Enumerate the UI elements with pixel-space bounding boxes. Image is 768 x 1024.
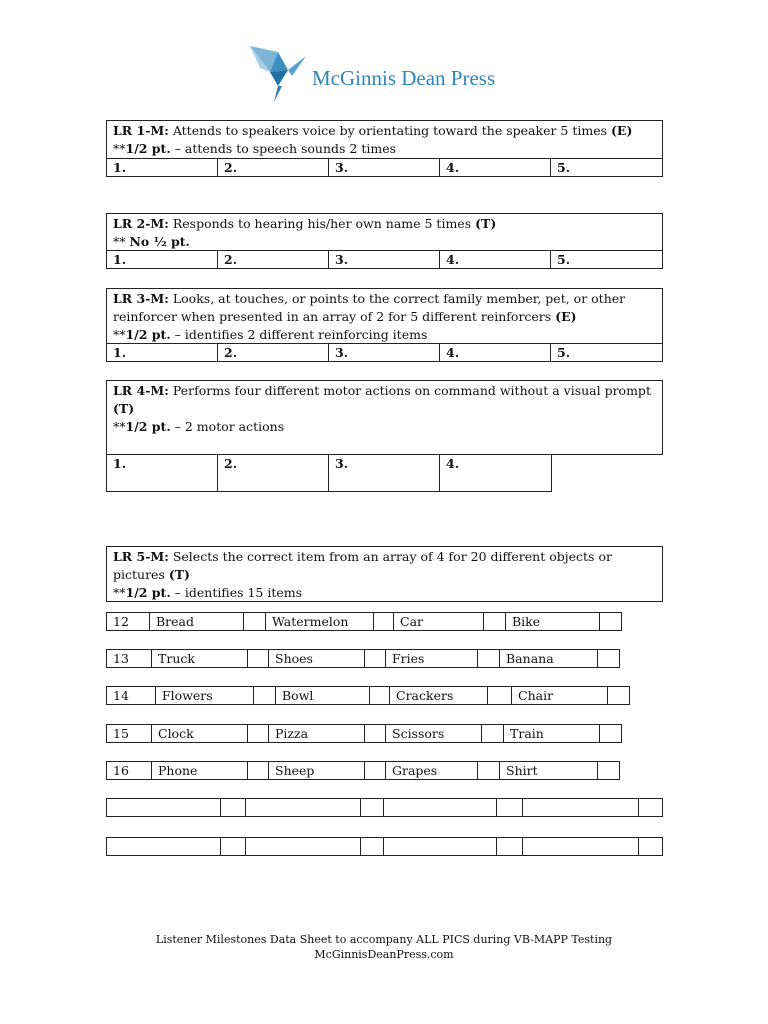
lr5-half-text: – identifies 15 items (170, 585, 303, 600)
lr5-half-bold: 1/2 pt. (125, 585, 171, 600)
item-label: Pizza (269, 724, 365, 743)
lr4-trial-3[interactable]: 3. (329, 455, 440, 491)
lr2-trials (106, 251, 663, 269)
origami-bird-icon (248, 42, 308, 106)
item-checkbox[interactable] (598, 649, 620, 668)
lr2-half-prefix: ** (113, 234, 130, 249)
row-number: 14 (106, 686, 156, 705)
item-checkbox[interactable] (639, 798, 663, 817)
lr1-trial-3[interactable]: 3. (329, 159, 440, 176)
lr3-half-bold: 1/2 pt. (125, 327, 171, 342)
item-checkbox[interactable] (254, 686, 276, 705)
lr1-trial-2[interactable]: 2. (218, 159, 329, 176)
item-label[interactable] (246, 837, 361, 856)
lr1-text: Attends to speakers voice by orientating toward the speaker 5 times (168, 123, 611, 138)
item-checkbox[interactable] (478, 761, 500, 780)
lr4-trial-1[interactable]: 1. (107, 455, 218, 491)
lr4-half-bold: 1/2 pt. (125, 419, 171, 434)
lr3-description (106, 288, 663, 344)
lr2-half-bold: No ½ pt. (129, 234, 190, 249)
item-checkbox[interactable] (482, 724, 504, 743)
lr5-description (106, 546, 663, 602)
item-row-15 (106, 724, 622, 743)
item-checkbox[interactable] (639, 837, 663, 856)
item-label: Banana (500, 649, 598, 668)
item-label[interactable] (523, 798, 639, 817)
item-row-empty (106, 837, 663, 856)
item-label: Scissors (386, 724, 482, 743)
item-checkbox[interactable] (484, 612, 506, 631)
lr4-tag: (T) (113, 401, 135, 416)
brand-logo (248, 42, 538, 106)
item-label: Flowers (156, 686, 254, 705)
item-row-14 (106, 686, 630, 705)
lr3-half-prefix: ** (113, 327, 126, 342)
lr3-code: LR 3-M: (113, 291, 169, 306)
item-label: Bowl (276, 686, 370, 705)
item-checkbox[interactable] (248, 761, 269, 780)
item-checkbox[interactable] (478, 649, 500, 668)
lr1-trial-5[interactable]: 5. (557, 160, 571, 175)
item-checkbox[interactable] (365, 724, 386, 743)
footer-website: McGinnisDeanPress.com (314, 948, 454, 961)
lr3-text: Looks, at touches, or points to the correct family member, pet, or other reinforcer when presented in an array of 2 for 5 different reinforcers (113, 291, 626, 324)
item-checkbox[interactable] (361, 798, 384, 817)
lr5-code: LR 5-M: (113, 549, 169, 564)
item-label: Phone (152, 761, 248, 780)
item-checkbox[interactable] (374, 612, 394, 631)
item-checkbox[interactable] (365, 649, 386, 668)
lr1-description (106, 120, 663, 159)
item-label: Clock (152, 724, 248, 743)
item-checkbox[interactable] (361, 837, 384, 856)
item-checkbox[interactable] (248, 649, 269, 668)
item-label: Sheep (269, 761, 365, 780)
item-label: Shoes (269, 649, 365, 668)
item-label: Grapes (386, 761, 478, 780)
row-number: 12 (106, 612, 150, 631)
lr4-trials (106, 455, 552, 492)
lr4-code: LR 4-M: (113, 383, 169, 398)
lr2-text: Responds to hearing his/her own name 5 times (168, 216, 476, 231)
item-checkbox[interactable] (221, 837, 246, 856)
item-label: Truck (152, 649, 248, 668)
lr1-half-bold: 1/2 pt. (125, 141, 171, 156)
item-label[interactable] (384, 837, 497, 856)
footer-line-1: Listener Milestones Data Sheet to accompany ALL PICS during VB-MAPP Testing (155, 933, 613, 946)
item-label: Chair (512, 686, 608, 705)
lr4-trial-2[interactable]: 2. (218, 455, 329, 491)
lr1-trial-1[interactable]: 1. (107, 159, 218, 176)
item-checkbox[interactable] (221, 798, 246, 817)
item-checkbox[interactable] (365, 761, 386, 780)
lr2-description (106, 213, 663, 251)
item-label[interactable] (523, 837, 639, 856)
item-row-16 (106, 761, 620, 780)
lr2-trial-4[interactable]: 4. (440, 251, 551, 268)
item-label: Car (394, 612, 484, 631)
item-checkbox[interactable] (497, 837, 523, 856)
lr4-half-text: – 2 motor actions (170, 419, 285, 434)
item-row-empty (106, 798, 663, 817)
lr4-description (106, 380, 663, 455)
item-row-12 (106, 612, 622, 631)
lr4-half-prefix: ** (113, 419, 126, 434)
lr1-code: LR 1-M: (113, 123, 169, 138)
item-checkbox[interactable] (598, 761, 620, 780)
lr1-trials (106, 159, 663, 177)
lr3-trial-5[interactable]: 5. (557, 345, 571, 360)
lr4-text: Performs four different motor actions on command without a visual prompt (168, 383, 651, 398)
item-row-13 (106, 649, 620, 668)
lr5-half-prefix: ** (113, 585, 126, 600)
lr3-trial-4[interactable]: 4. (440, 344, 551, 361)
item-label[interactable] (106, 798, 221, 817)
lr2-trial-2[interactable]: 2. (218, 251, 329, 268)
lr4-trial-4[interactable]: 4. (446, 456, 460, 471)
lr3-trial-1[interactable]: 1. (107, 344, 218, 361)
lr2-code: LR 2-M: (113, 216, 169, 231)
item-label: Crackers (390, 686, 488, 705)
item-checkbox[interactable] (488, 686, 512, 705)
item-label[interactable] (106, 837, 221, 856)
lr2-trial-3[interactable]: 3. (329, 251, 440, 268)
row-number: 16 (106, 761, 152, 780)
item-label: Watermelon (266, 612, 374, 631)
item-label: Bike (506, 612, 600, 631)
lr2-trial-1[interactable]: 1. (107, 251, 218, 268)
item-label: Train (504, 724, 600, 743)
item-checkbox[interactable] (497, 798, 523, 817)
item-label: Fries (386, 649, 478, 668)
item-checkbox[interactable] (600, 612, 622, 631)
lr3-tag: (E) (555, 309, 577, 324)
item-checkbox[interactable] (248, 724, 269, 743)
item-label: Shirt (500, 761, 598, 780)
item-label[interactable] (246, 798, 361, 817)
lr5-text: Selects the correct item from an array of 4 for 20 different objects or pictures (113, 549, 612, 582)
brand-name: McGinnis Dean Press (312, 66, 496, 90)
lr5-tag: (T) (168, 567, 190, 582)
row-number: 15 (106, 724, 152, 743)
lr3-trials (106, 344, 663, 362)
item-checkbox[interactable] (600, 724, 622, 743)
lr1-tag: (E) (611, 123, 633, 138)
item-label[interactable] (384, 798, 497, 817)
lr3-half-text: – identifies 2 different reinforcing items (170, 327, 428, 342)
lr3-trial-3[interactable]: 3. (329, 344, 440, 361)
lr1-trial-4[interactable]: 4. (440, 159, 551, 176)
item-checkbox[interactable] (244, 612, 266, 631)
lr2-tag: (T) (475, 216, 497, 231)
lr3-trial-2[interactable]: 2. (218, 344, 329, 361)
item-checkbox[interactable] (608, 686, 630, 705)
item-label: Bread (150, 612, 244, 631)
lr1-half-prefix: ** (113, 141, 126, 156)
row-number: 13 (106, 649, 152, 668)
lr2-trial-5[interactable]: 5. (557, 252, 571, 267)
lr1-half-text: – attends to speech sounds 2 times (170, 141, 397, 156)
item-checkbox[interactable] (370, 686, 390, 705)
